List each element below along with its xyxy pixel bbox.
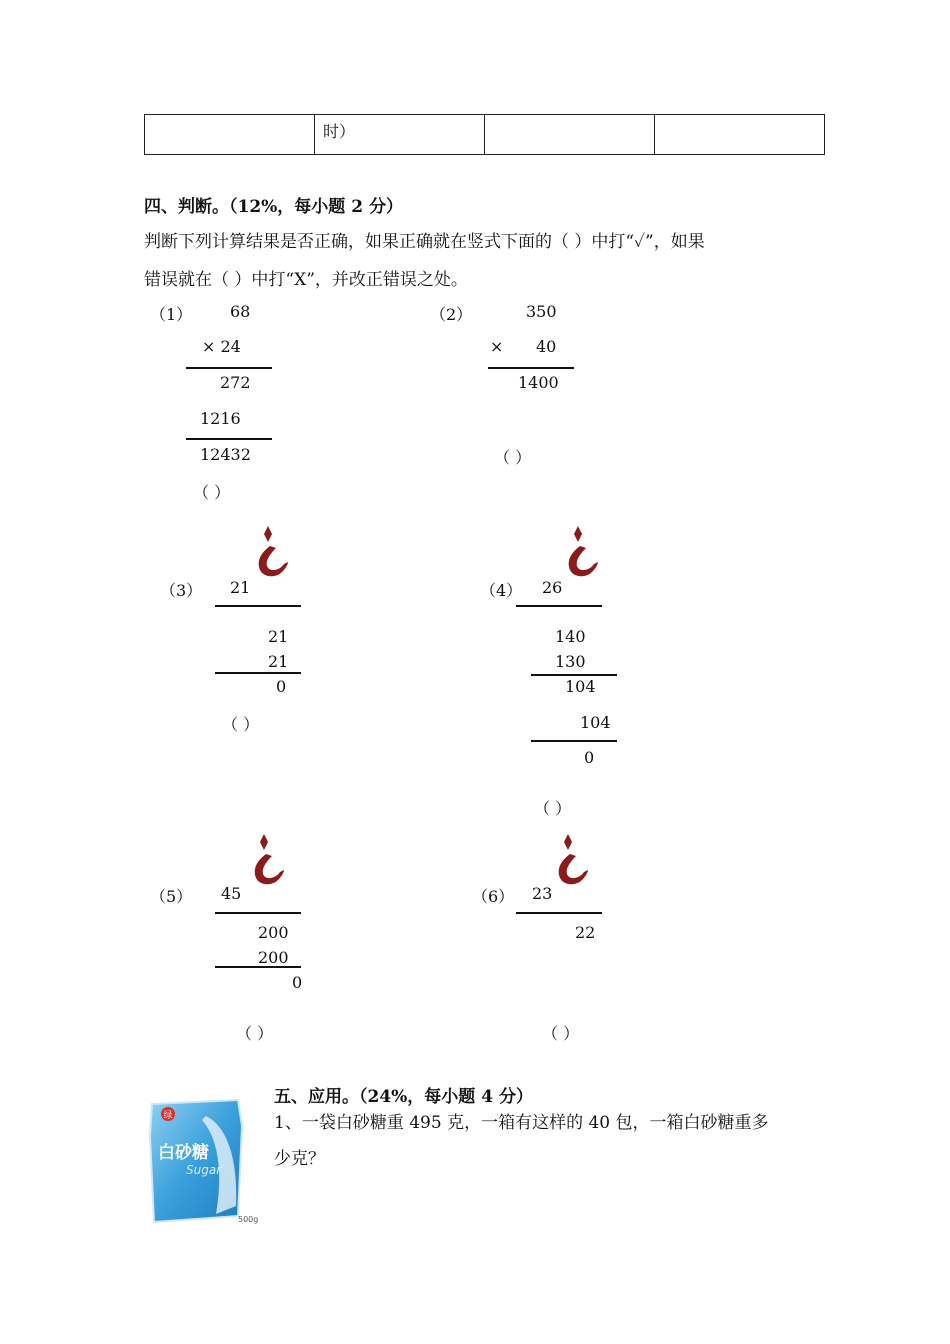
multiplicand: 350: [526, 302, 557, 321]
question-1-line-2: 少克？: [274, 1149, 325, 1169]
rule-line: [488, 367, 574, 369]
division-step: 140: [555, 627, 586, 646]
question-1-line-1: 1、一袋白砂糖重 495 克，一箱有这样的 40 包，一箱白砂糖重多: [274, 1113, 769, 1133]
problem-label: （1）: [150, 305, 193, 324]
section4-title: 四、判断。（12%，每小题 2 分）: [144, 197, 403, 217]
problem-label: （6）: [472, 887, 515, 906]
remainder: 0: [276, 677, 287, 696]
sugar-bag-image: [146, 1096, 258, 1228]
rule-line: [215, 672, 301, 674]
problem-label: （5）: [150, 887, 193, 906]
problem-label: （3）: [160, 581, 203, 600]
multiplicand: 68: [230, 302, 251, 321]
bag-label: 白砂糖: [158, 1143, 209, 1163]
answer-box[interactable]: （ ）: [542, 1024, 580, 1043]
multiplier: 40: [536, 337, 557, 356]
rule-line: [516, 605, 602, 607]
top-table: [144, 114, 825, 155]
division-step: 21: [268, 652, 289, 671]
division-step: 104: [565, 677, 596, 696]
divisor: 23: [532, 884, 553, 903]
division-step: 22: [575, 923, 596, 942]
bag-weight: 500g: [238, 1215, 258, 1224]
answer-box[interactable]: （ ）: [534, 799, 572, 818]
division-step: 104: [580, 713, 611, 732]
product-result: 12432: [200, 445, 251, 464]
rule-line: [531, 740, 617, 742]
answer-box[interactable]: （ ）: [494, 448, 532, 467]
brand-logo-text: 绿: [163, 1111, 173, 1121]
division-step: 21: [268, 627, 289, 646]
divisor: 26: [542, 578, 563, 597]
times-sign: ×: [490, 337, 504, 356]
rule-line: [531, 674, 617, 676]
divisor: 21: [230, 578, 251, 597]
table-row: [145, 115, 825, 155]
division-step: 200: [258, 948, 289, 967]
answer-box[interactable]: （ ）: [236, 1024, 274, 1043]
section4-instruction-1: 判断下列计算结果是否正确，如果正确就在竖式下面的（ ）中打“✓”，如果: [144, 232, 705, 252]
rule-line: [516, 912, 602, 914]
problem-label: （4）: [480, 581, 523, 600]
answer-box[interactable]: （ ）: [222, 715, 260, 734]
multiplier: × 24: [202, 337, 241, 356]
table-cell: 时）: [315, 115, 485, 155]
rule-line: [215, 605, 301, 607]
section4-instruction-2: 错误就在（ ）中打“X”，并改正错误之处。: [144, 270, 468, 290]
remainder: 0: [584, 748, 595, 767]
bag-label-en: Sugar: [186, 1163, 222, 1177]
table-cell: [485, 115, 655, 155]
division-step: 130: [555, 652, 586, 671]
inverted-question-icon: [552, 832, 592, 888]
division-step: 200: [258, 923, 289, 942]
divisor: 45: [221, 884, 242, 903]
inverted-question-icon: [562, 524, 602, 580]
problem-label: （2）: [430, 305, 473, 324]
partial-product: 1216: [200, 409, 241, 428]
partial-product: 272: [220, 373, 251, 392]
remainder: 0: [292, 973, 303, 992]
rule-line: [215, 966, 301, 968]
inverted-question-icon: [248, 832, 288, 888]
answer-box[interactable]: （ ）: [193, 483, 231, 502]
product-result: 1400: [518, 373, 559, 392]
rule-line: [186, 438, 272, 440]
inverted-question-icon: [252, 524, 292, 580]
table-cell: [145, 115, 315, 155]
table-cell: [655, 115, 825, 155]
section5-title: 五、应用。（24%，每小题 4 分）: [274, 1087, 533, 1107]
rule-line: [186, 367, 272, 369]
rule-line: [215, 912, 301, 914]
